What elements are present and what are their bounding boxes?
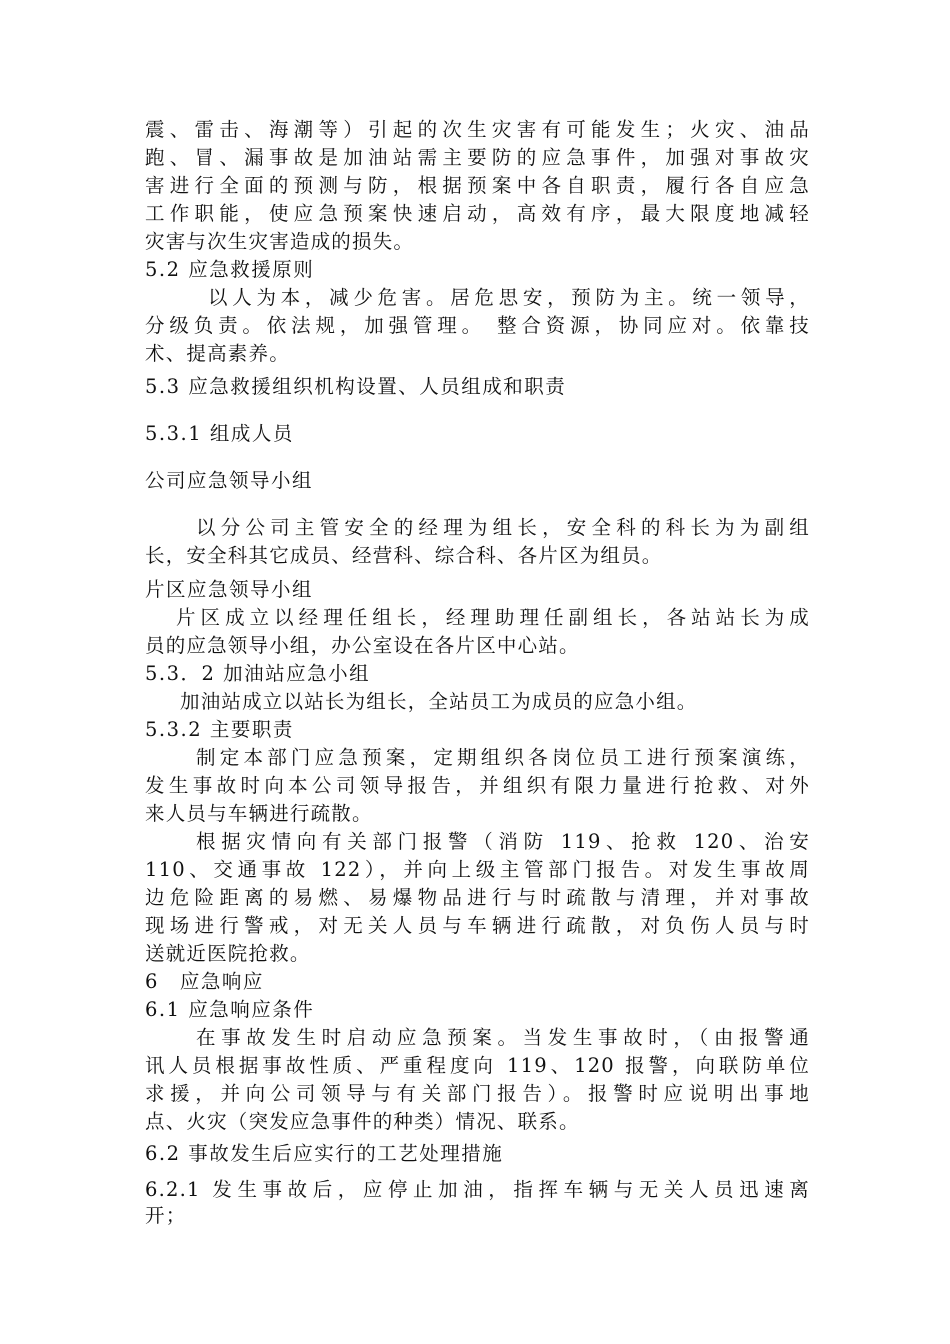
paragraph-line: 求援，并向公司领导与有关部门报告）。报警时应说明出事地 — [145, 1082, 810, 1105]
paragraph-line: 灾害与次生灾害造成的损失。 — [145, 230, 415, 253]
section-heading: 5.3.2 主要职责 — [145, 718, 294, 741]
paragraph-line: 送就近医院抢救。 — [145, 942, 311, 965]
paragraph-line: 制定本部门应急预案，定期组织各岗位员工进行预案演练， — [196, 746, 810, 769]
paragraph-line: 在事故发生时启动应急预案。当发生事故时，（由报警通 — [196, 1026, 810, 1049]
subsection-heading: 公司应急领导小组 — [145, 469, 314, 492]
paragraph-line: 110、交通事故 122），并向上级主管部门报告。对发生事故周 — [145, 858, 810, 881]
subsection-heading: 片区应急领导小组 — [145, 578, 314, 601]
section-heading: 5.2 应急救援原则 — [145, 258, 315, 281]
paragraph-line: 员的应急领导小组，办公室设在各片区中心站。 — [145, 634, 580, 657]
paragraph-line: 来人员与车辆进行疏散。 — [145, 802, 373, 825]
section-heading: 6.1 应急响应条件 — [145, 998, 315, 1021]
paragraph-line: 以分公司主管安全的经理为组长，安全科的科长为为副组 — [196, 516, 810, 539]
paragraph-line: 跑、冒、漏事故是加油站需主要防的应急事件，加强对事故灾 — [145, 146, 810, 169]
section-heading: 5.3 应急救援组织机构设置、人员组成和职责 — [145, 375, 567, 398]
paragraph-line: 加油站成立以站长为组长，全站员工为成员的应急小组。 — [180, 690, 698, 713]
paragraph-line: 开； — [145, 1204, 187, 1227]
paragraph-line: 现场进行警戒，对无关人员与车辆进行疏散，对负伤人员与时 — [145, 914, 810, 937]
section-heading: 5.3．2 加油站应急小组 — [145, 662, 371, 685]
paragraph-line: 以人为本，减少危害。居危思安，预防为主。统一领导， — [208, 286, 810, 309]
paragraph-line: 震、雷击、海潮等）引起的次生灾害有可能发生；火灾、油品 — [145, 118, 810, 141]
paragraph-line: 发生事故时向本公司领导报告，并组织有限力量进行抢救、对外 — [145, 774, 810, 797]
paragraph-line: 分级负责。依法规，加强管理。 整合资源，协同应对。依靠技 — [145, 314, 810, 337]
paragraph-line: 术、提高素养。 — [145, 342, 290, 365]
paragraph-line: 工作职能，使应急预案快速启动，高效有序，最大限度地减轻 — [145, 202, 810, 225]
paragraph-line: 点、火灾（突发应急事件的种类）情况、联系。 — [145, 1110, 580, 1133]
section-heading: 5.3.1 组成人员 — [145, 422, 294, 445]
section-heading: 6.2 事故发生后应实行的工艺处理措施 — [145, 1142, 504, 1165]
paragraph-line: 片区成立以经理任组长，经理助理任副组长，各站站长为成 — [176, 606, 810, 629]
paragraph-line: 根据灾情向有关部门报警（消防 119、抢救 120、治安 — [196, 830, 810, 853]
chapter-heading: 6 应急响应 — [145, 970, 264, 993]
paragraph-line: 长，安全科其它成员、经营科、综合科、各片区为组员。 — [145, 544, 663, 567]
paragraph-line: 讯人员根据事故性质、严重程度向 119、120 报警，向联防单位 — [145, 1054, 810, 1077]
paragraph-line: 边危险距离的易燃、易爆物品进行与时疏散与清理，并对事故 — [145, 886, 810, 909]
paragraph-line: 6.2.1 发生事故后，应停止加油，指挥车辆与无关人员迅速离 — [145, 1178, 810, 1201]
paragraph-line: 害进行全面的预测与防，根据预案中各自职责，履行各自应急 — [145, 174, 810, 197]
